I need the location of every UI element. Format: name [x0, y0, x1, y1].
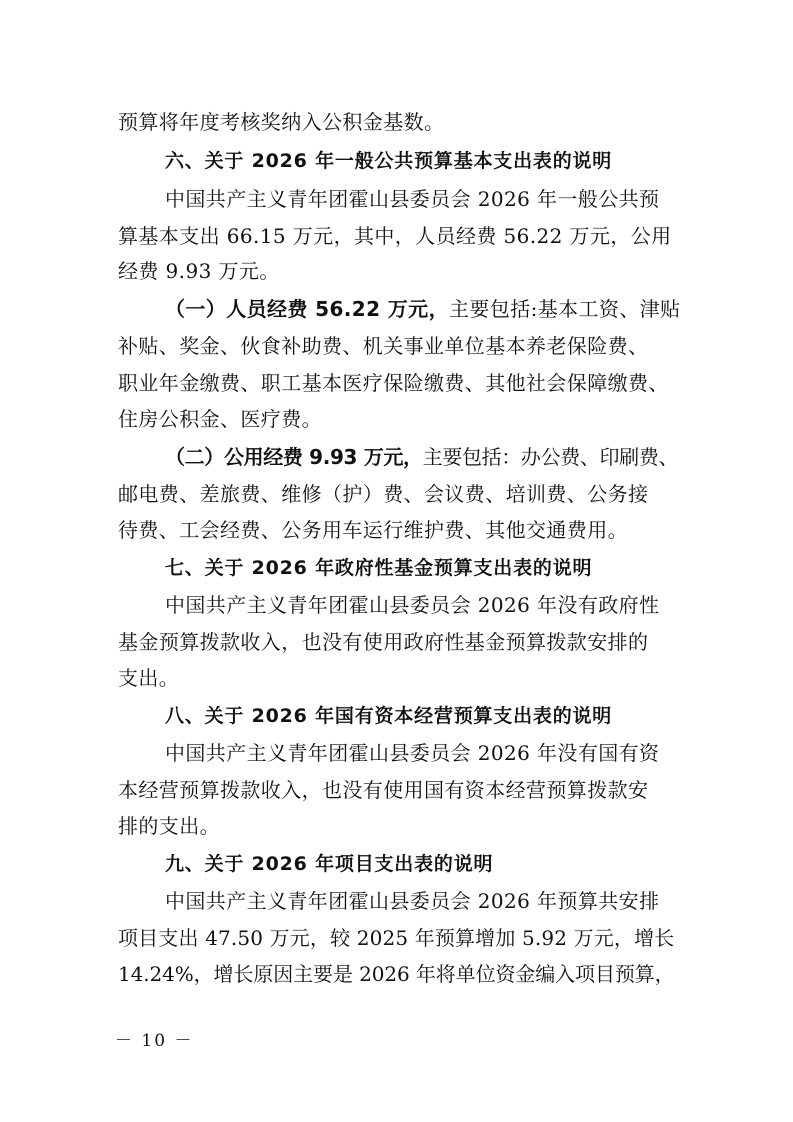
- subsection-line: [165, 297, 681, 321]
- body-line: 支出。: [118, 666, 180, 690]
- body-line: 中国共产主义青年团霍山县委员会 2026 年预算共安排: [165, 889, 660, 913]
- body-line: 中国共产主义青年团霍山县委员会 2026 年没有国有资: [165, 741, 660, 765]
- body-line: 14.24%，增长原因主要是 2026 年将单位资金编入项目预算，: [118, 962, 675, 986]
- subsection-text: 主要包括:基本工资、津贴: [449, 297, 681, 321]
- body-line: 排的支出。: [118, 814, 220, 838]
- subsection-heading: （二）公用经费 9.93 万元，: [165, 445, 423, 469]
- page-number: － 10 －: [115, 1031, 194, 1051]
- subsection-text: 主要包括：办公费、印刷费、: [422, 445, 679, 469]
- subsection-heading: （一）人员经费 56.22 万元，: [165, 297, 449, 321]
- section-heading: 七、关于 2026 年政府性基金预算支出表的说明: [165, 557, 593, 579]
- body-line: 算基本支出 66.15 万元，其中，人员经费 56.22 万元，公用: [118, 224, 672, 248]
- body-line: 基金预算拨款收入，也没有使用政府性基金预算拨款安排的: [118, 630, 649, 654]
- section-heading: 八、关于 2026 年国有资本经营预算支出表的说明: [165, 705, 613, 727]
- body-line: 项目支出 47.50 万元，较 2025 年预算增加 5.92 万元，增长: [118, 926, 675, 950]
- body-line: 待费、工会经费、公务用车运行维护费、其他交通费用。: [118, 518, 628, 542]
- body-line: 中国共产主义青年团霍山县委员会 2026 年一般公共预: [165, 187, 660, 211]
- subsection-line: [165, 445, 678, 469]
- body-line: 补贴、奖金、伙食补助费、机关事业单位基本养老保险费、: [118, 334, 649, 358]
- section-heading: 九、关于 2026 年项目支出表的说明: [165, 853, 494, 875]
- section-heading: 六、关于 2026 年一般公共预算基本支出表的说明: [165, 150, 613, 172]
- body-line: 经费 9.93 万元。: [118, 259, 280, 283]
- body-line: 职业年金缴费、职工基本医疗保险缴费、其他社会保障缴费、: [118, 371, 669, 395]
- body-line: 预算将年度考核奖纳入公积金基数。: [118, 110, 445, 134]
- body-line: 住房公积金、医疗费。: [118, 407, 322, 431]
- body-line: 中国共产主义青年团霍山县委员会 2026 年没有政府性: [165, 593, 660, 617]
- body-line: 本经营预算拨款收入，也没有使用国有资本经营预算拨款安: [118, 778, 649, 802]
- body-line: 邮电费、差旅费、维修（护）费、会议费、培训费、公务接: [118, 482, 649, 506]
